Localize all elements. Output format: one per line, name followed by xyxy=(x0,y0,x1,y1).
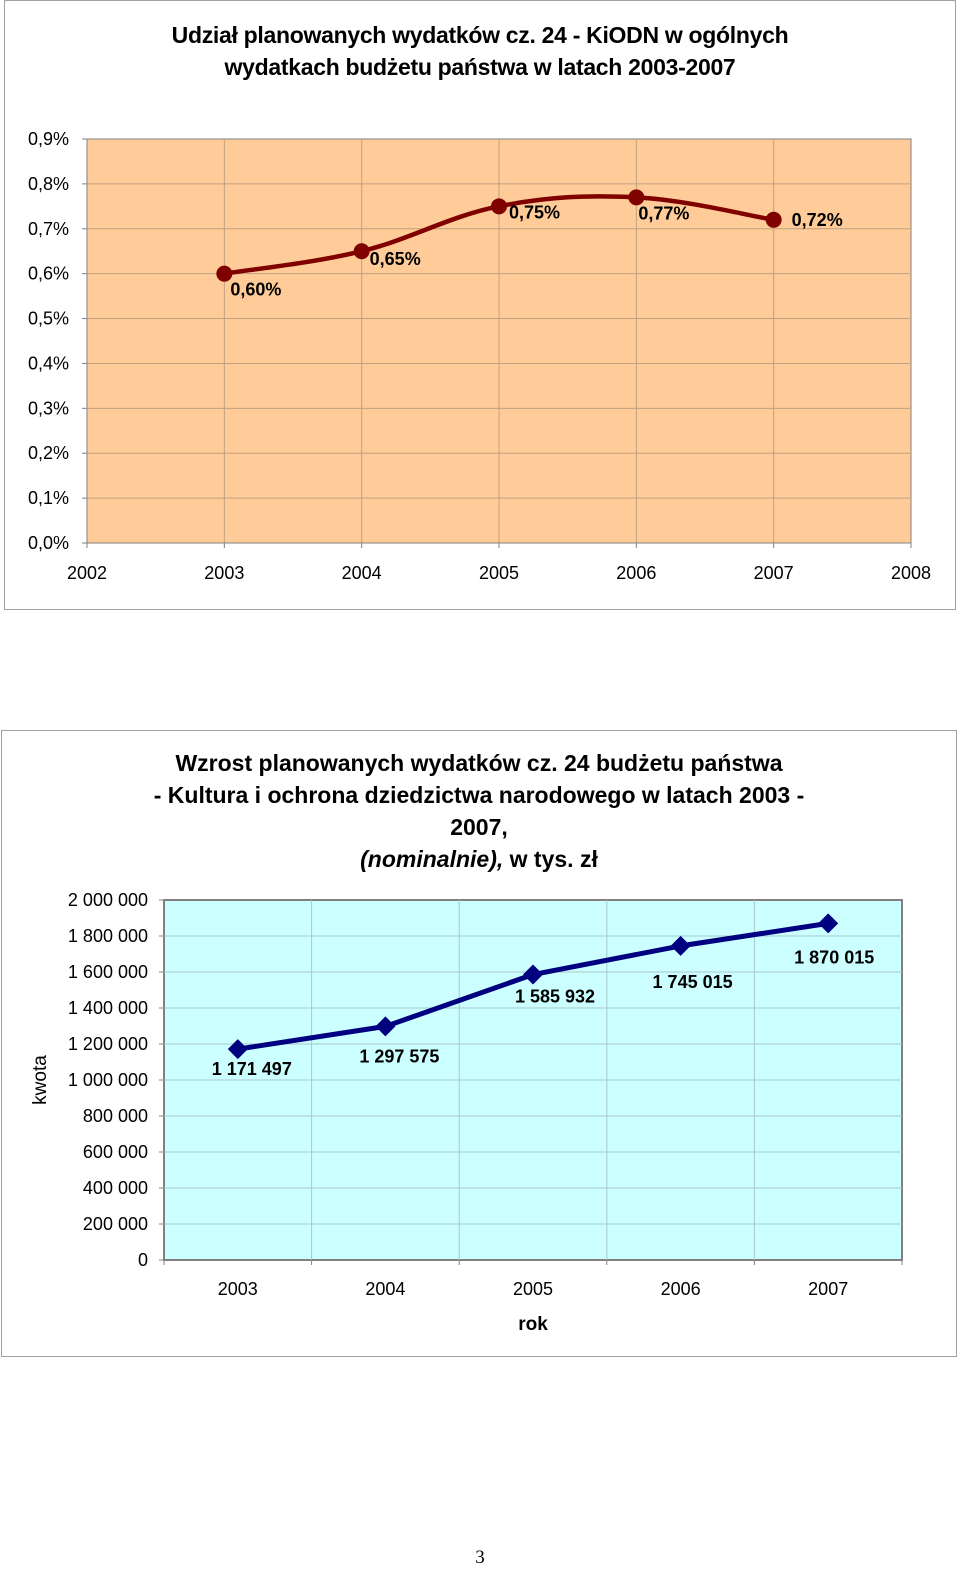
chart1-xtick-label: 2004 xyxy=(341,563,382,583)
chart1-ytick-label: 0,1% xyxy=(27,488,69,509)
chart2-xtick-label: 2006 xyxy=(660,1279,701,1299)
chart1-xtick-label: 2006 xyxy=(616,563,657,583)
chart2-xtick-label: 2007 xyxy=(808,1279,849,1299)
chart2-yaxis-title: kwota xyxy=(30,1055,51,1105)
chart2-data-label: 1 171 497 xyxy=(211,1059,292,1080)
chart1-ytick-label: 0,9% xyxy=(27,129,69,149)
chart2-title-line-2: - Kultura i ochrona dziedzictwa narodowego w latach 2003 - xyxy=(153,782,805,808)
chart2-data-label: 1 745 015 xyxy=(652,971,733,992)
chart1-plot xyxy=(5,1,957,611)
chart2-data-label: 1 297 575 xyxy=(359,1046,440,1067)
chart2-xtick-label: 2005 xyxy=(512,1279,554,1299)
chart2-panel xyxy=(1,730,957,1357)
chart2-ytick-label: 600 000 xyxy=(82,1142,148,1162)
chart2-ytick-label: 200 000 xyxy=(82,1214,148,1234)
chart1-data-label: 0,77% xyxy=(638,203,690,224)
chart1-ytick-label: 0,2% xyxy=(27,443,69,464)
chart1-ytick-label: 0,4% xyxy=(27,353,69,374)
chart2-data-label: 1 870 015 xyxy=(794,947,875,968)
chart1-data-label: 0,65% xyxy=(369,249,421,270)
chart2-title-italic: (nominalnie), xyxy=(360,846,504,872)
chart1-xtick-label: 2005 xyxy=(478,563,520,583)
chart2-ytick-label: 2 000 000 xyxy=(67,890,148,910)
chart2-title-line-3: 2007, xyxy=(450,814,508,840)
chart1-data-point xyxy=(766,212,782,228)
chart2-ytick-label: 1 000 000 xyxy=(67,1070,148,1090)
chart1-title-line-1: Udział planowanych wydatków cz. 24 - KiODN w ogólnych xyxy=(171,22,789,48)
chart2-data-label: 1 585 932 xyxy=(514,986,596,1007)
chart2-ytick-label: 0 xyxy=(137,1250,148,1270)
chart1-ytick-label: 0,0% xyxy=(27,533,69,553)
chart2-title-line-1: Wzrost planowanych wydatków cz. 24 budżetu państwa xyxy=(175,750,783,776)
chart1-xtick-label: 2003 xyxy=(204,563,245,583)
chart1-xtick-label: 2007 xyxy=(753,563,794,583)
chart1-ytick-label: 0,8% xyxy=(27,173,69,194)
chart2-xtick-label: 2004 xyxy=(365,1279,406,1299)
chart1-xtick-label: 2008 xyxy=(890,563,932,583)
chart1-ytick-label: 0,7% xyxy=(27,218,69,239)
chart2-ytick-label: 1 800 000 xyxy=(67,926,148,946)
chart1-data-label: 0,75% xyxy=(509,202,561,223)
chart2-plot xyxy=(2,731,958,1358)
chart2-ytick-label: 400 000 xyxy=(82,1178,148,1198)
chart1-panel xyxy=(4,0,956,610)
page-number: 3 xyxy=(475,1547,485,1568)
chart2-ytick-label: 1 600 000 xyxy=(67,962,148,982)
chart2-ytick-label: 800 000 xyxy=(82,1106,148,1126)
chart1-data-point xyxy=(354,243,370,259)
chart1-ytick-label: 0,6% xyxy=(27,263,69,284)
chart1-title-line-2: wydatkach budżetu państwa w latach 2003-2007 xyxy=(224,54,736,80)
chart2-ytick-label: 1 200 000 xyxy=(67,1034,148,1054)
chart2-xaxis-title: rok xyxy=(518,1314,548,1335)
chart1-data-label: 0,72% xyxy=(791,209,843,230)
chart1-xtick-label: 2002 xyxy=(66,563,108,583)
chart2-title-tail: w tys. zł xyxy=(503,846,598,872)
chart2-ytick-label: 1 400 000 xyxy=(67,998,148,1018)
chart1-ytick-label: 0,3% xyxy=(27,398,69,419)
chart1-data-label: 0,60% xyxy=(230,279,282,300)
chart1-data-point xyxy=(491,198,507,214)
chart1-ytick-label: 0,5% xyxy=(27,308,69,329)
chart2-xtick-label: 2003 xyxy=(217,1279,258,1299)
